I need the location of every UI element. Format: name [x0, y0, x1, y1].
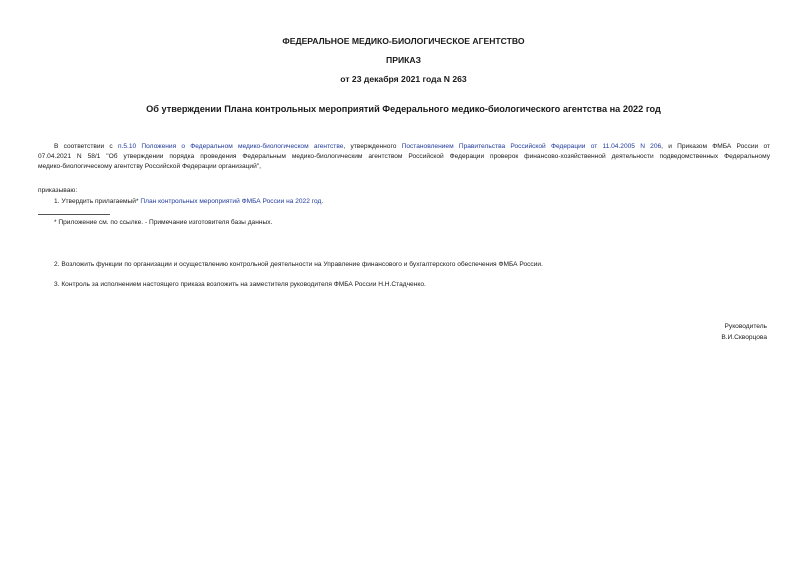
control-plan-link[interactable]: План контрольных мероприятий ФМБА России на 2022 год	[140, 198, 322, 205]
basis-line-1	[38, 142, 770, 152]
document-type: ПРИКАЗ	[386, 55, 421, 65]
item-1-end: .	[321, 198, 324, 205]
footnote: * Приложение см. по ссылке. - Примечание изготовителя базы данных.	[54, 219, 273, 226]
basis-line-2: 07.04.2021 N 58/1 "Об утверждении порядка проведения Федеральным медико-биологическим агентством Российской Федерации проверок финансово-хозяйственной деятельности подведомственных Федеральному	[38, 153, 770, 160]
document-date-number: от 23 декабря 2021 года N 263	[340, 74, 467, 84]
regulation-link[interactable]: п.5.10 Положения о Федеральном медико-биологическом агентстве	[117, 143, 344, 150]
basis-line-3: медико-биологическому агентству Российской Федерации организаций",	[38, 163, 261, 170]
signatory-name: В.И.Скворцова	[721, 334, 767, 341]
basis-text-1: В соответствии с	[54, 143, 118, 150]
basis-paragraph	[38, 142, 770, 172]
order-item-1	[54, 197, 323, 207]
order-item-3: 3. Контроль за исполнением настоящего приказа возложить на заместителя руководителя ФМБА России Н.Н.Стадченко.	[54, 281, 426, 288]
basis-text-3: , и Приказом ФМБА России от	[661, 143, 771, 150]
order-item-2: 2. Возложить функции по организации и осуществлению контрольной деятельности на Управление финансового и бухгалтерского обеспечения ФМБА России.	[54, 261, 543, 268]
signatory-role: Руководитель	[724, 323, 767, 330]
agency-name: ФЕДЕРАЛЬНОЕ МЕДИКО-БИОЛОГИЧЕСКОЕ АГЕНТСТВО	[282, 36, 525, 46]
basis-text-2: , утвержденного	[343, 143, 402, 150]
government-decree-link[interactable]: Постановлением Правительства Российской Федерации от 11.04.2005 N 206	[401, 143, 662, 150]
document-title: Об утверждении Плана контрольных мероприятий Федерального медико-биологического агентства на 2022 год	[146, 104, 661, 114]
footnote-divider	[38, 214, 110, 215]
item-1-text: 1. Утвердить прилагаемый*	[54, 198, 141, 205]
order-word: приказываю:	[38, 187, 78, 194]
